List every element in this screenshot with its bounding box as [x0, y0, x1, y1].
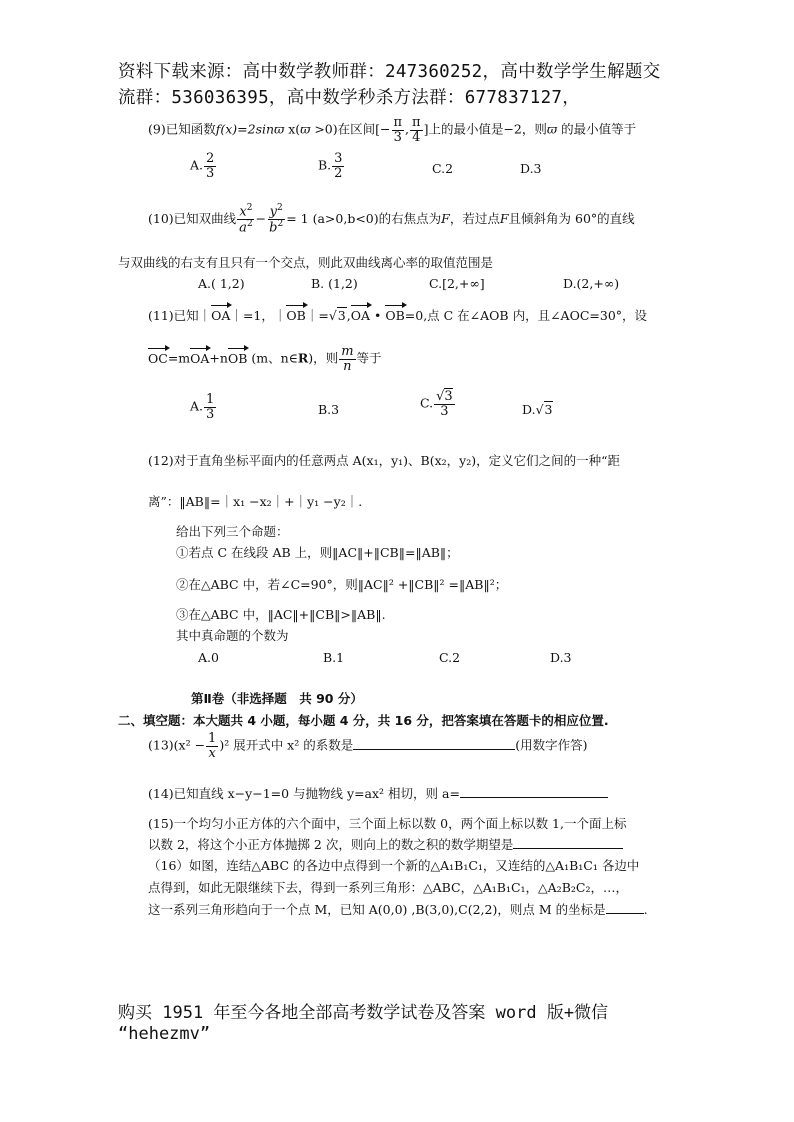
- question-10: (10)已知双曲线 $\frac{x^2}{a^2}$ − $\frac{y^2}{b^2}$ = 1 (a>0,b<0)的右焦点为F，若过点F且倾斜角为 60°的直线: [148, 203, 635, 236]
- question-15-line-1: (15)一个均匀小正方体的六个面中，三个面上标以数 0，两个面上标以数 1,一个面上标: [148, 816, 627, 831]
- q16-answer-blank[interactable]: [606, 913, 644, 914]
- question-16-line-2: 点得到，如此无限继续下去，得到一系列三角形：△ABC，△A₁B₁C₁，△A₂B₂C₂，…，: [148, 880, 628, 895]
- q12-option-c: C.2: [439, 650, 461, 665]
- q12-option-b: B.1: [323, 650, 345, 665]
- footer-line-1: 购买 1951 年至今各地全部高考数学试卷及答案 word 版+微信: [118, 1003, 609, 1023]
- q9-option-b: B. $\frac{3}{2}$: [318, 151, 343, 181]
- question-14: (14)已知直线 x−y−1=0 与抛物线 y=ax² 相切，则 a=: [148, 786, 608, 801]
- question-16-line-3: 这一系列三角形趋向于一个点 M，已知 A(0,0) ,B(3,0),C(2,2)，则点 M 的坐标是 .: [148, 902, 648, 917]
- part-2-title: 第Ⅱ卷（非选择题 共 90 分）: [191, 691, 363, 706]
- question-11: (11)已知｜OA｜=1，｜OB｜=√3,OA • OB=0,点 C 在∠AOB 内，且∠AOC=30°，设: [148, 308, 648, 323]
- question-12-line-3: 给出下列三个命题：: [176, 524, 289, 539]
- q11-option-a: A. $\frac{1}{3}$: [190, 392, 215, 422]
- q9-option-c: C.2: [432, 161, 454, 176]
- q11-option-c: C. $\frac{√3}{3}$: [420, 389, 453, 419]
- q10-option-b: B. (1,2): [311, 276, 358, 291]
- q14-answer-blank[interactable]: [460, 797, 608, 798]
- q10-option-d: D.(2,+∞): [563, 276, 620, 291]
- header-line-1: 资料下载来源：高中数学教师群：247360252，高中数学学生解题交: [118, 62, 661, 82]
- question-16-line-1: （16）如图，连结△ABC 的各边中点得到一个新的△A₁B₁C₁，又连结的△A₁B₁C₁ 各边中: [148, 858, 640, 873]
- section-2-heading: 二、填空题：本大题共 4 小题，每小题 4 分，共 16 分，把答案填在答题卡的相应位置.: [118, 713, 609, 728]
- question-13: (13)(x² − $\frac{1}{x}$ )² 展开式中 x² 的系数是 (用数字作答): [148, 731, 588, 761]
- q11-option-b: B.3: [318, 402, 340, 417]
- q12-option-d: D.3: [550, 650, 572, 665]
- q11-option-d: D.√3: [522, 402, 553, 417]
- q13-answer-blank[interactable]: [353, 749, 515, 750]
- q10-option-c: C.[2,+∞]: [429, 276, 485, 291]
- question-10-line-2: 与双曲线的右支有且只有一个交点，则此双曲线离心率的取值范围是: [118, 255, 494, 270]
- q12-option-a: A.0: [198, 650, 219, 665]
- question-12-proposition-1: ①若点 C 在线段 AB 上，则‖AC‖+‖CB‖=‖AB‖；: [176, 545, 459, 560]
- footer-line-2: “hehezmv”: [118, 1024, 211, 1044]
- q9-option-a: A. $\frac{2}{3}$: [190, 151, 215, 181]
- question-9: (9)已知函数f(x)=2sinϖ x(ϖ >0)在区间[− $\frac{\pi}{3}$ , $\frac{\pi}{4}$ ]上的最小值是−2，则ϖ 的最小值等于: [148, 115, 637, 145]
- question-15-line-2: 以数 2，将这个小正方体抛掷 2 次，则向上的数之积的数学期望是: [148, 837, 623, 852]
- question-12-line-1: (12)对于直角坐标平面内的任意两点 A(x₁，y₁)、B(x₂，y₂)，定义它们之间的一种“距: [148, 453, 621, 468]
- q15-answer-blank[interactable]: [513, 848, 623, 849]
- question-12-proposition-2: ②在△ABC 中，若∠C=90°，则‖AC‖² +‖CB‖² =‖AB‖²；: [176, 577, 508, 592]
- question-12-line-2: 离”：‖AB‖=｜x₁ −x₂｜+｜y₁ −y₂｜.: [148, 494, 363, 509]
- question-11-line-2: OC=mOA+nOB (m、n∈R)，则 $\frac{m}{n}$ 等于: [148, 344, 382, 374]
- header-line-2: 流群：536036395，高中数学秒杀方法群：677837127，: [118, 88, 581, 108]
- question-12-proposition-3: ③在△ABC 中，‖AC‖+‖CB‖>‖AB‖.: [176, 607, 386, 622]
- q10-option-a: A.( 1,2): [198, 276, 245, 291]
- question-12-line-4: 其中真命题的个数为: [176, 628, 289, 643]
- q9-option-d: D.3: [520, 161, 542, 176]
